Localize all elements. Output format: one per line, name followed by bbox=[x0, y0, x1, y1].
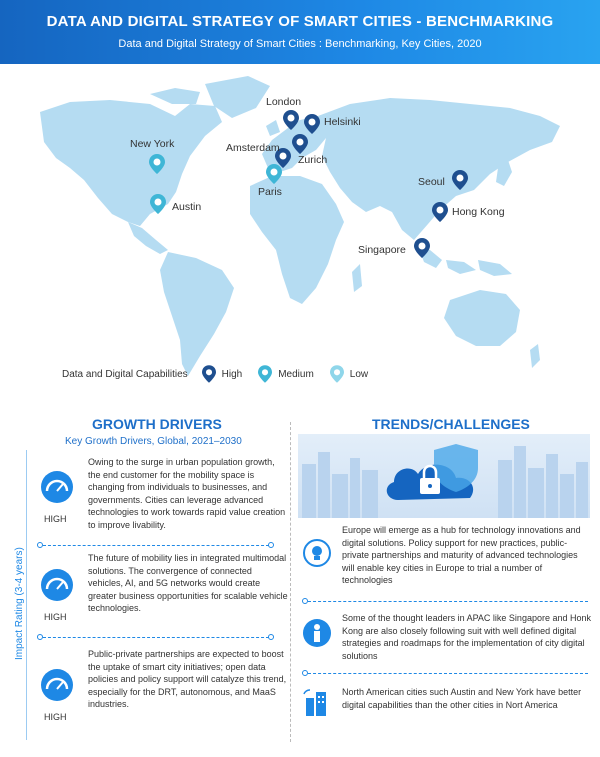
high-pin-icon bbox=[202, 365, 216, 383]
page-title: DATA AND DIGITAL STRATEGY OF SMART CITIES - BENCHMARKING bbox=[46, 13, 554, 30]
divider-dot bbox=[268, 542, 274, 548]
city-label-london: London bbox=[266, 96, 302, 108]
city-label-hong-kong: Hong Kong bbox=[452, 206, 505, 218]
austin-pin-icon bbox=[150, 194, 166, 214]
impact-rating-2: HIGH bbox=[44, 612, 67, 622]
city-skyline-illustration bbox=[298, 434, 590, 518]
zurich-pin-icon bbox=[292, 134, 308, 154]
helsinki-pin-icon bbox=[304, 114, 320, 134]
new-york-pin-icon bbox=[149, 154, 165, 174]
growth-drivers-title: GROWTH DRIVERS bbox=[92, 416, 222, 432]
city-label-new-york: New York bbox=[130, 138, 175, 150]
trend-3: North American cities such Austin and New York have better digital capabilities than the other cities in Nort America bbox=[342, 687, 582, 710]
growth-driver-3: Public-private partnerships are expected to boost the uptake of smart city initiatives; open data policies and policy support will catalyze this trend, especially for the DRT, autonomous, and MaaS industries. bbox=[88, 649, 287, 709]
city-label-paris: Paris bbox=[258, 186, 282, 198]
singapore-pin-icon bbox=[414, 238, 430, 258]
seoul-pin-icon bbox=[452, 170, 468, 190]
divider bbox=[308, 601, 588, 602]
city-label-helsinki: Helsinki bbox=[324, 116, 361, 128]
speedometer-icon bbox=[40, 668, 74, 702]
column-divider bbox=[290, 422, 291, 742]
growth-driver-1: Owing to the surge in urban population growth, the end customer for the mobility space is changing from individuals to businesses, and governments. Cities can leverage advanced technologies to work towards rapid value creation to improve livability. bbox=[88, 457, 286, 530]
speedometer-icon bbox=[40, 568, 74, 602]
impact-rating-3: HIGH bbox=[44, 712, 67, 722]
leader-icon bbox=[302, 618, 332, 648]
low-pin-icon bbox=[330, 365, 344, 383]
trend-1: Europe will emerge as a hub for technology innovations and digital solutions. Policy support for new practices, public-private partnerships and maturity of advanced technologies will enable key cities in Europe to trial a number of technologies bbox=[342, 525, 581, 585]
growth-drivers-subtitle: Key Growth Drivers, Global, 2021–2030 bbox=[65, 436, 242, 447]
city-label-zurich: Zurich bbox=[298, 154, 328, 166]
legend-low: Low bbox=[349, 368, 369, 380]
impact-rating-1: HIGH bbox=[44, 514, 67, 524]
impact-axis-label: Impact Rating (3-4 years) bbox=[14, 547, 25, 660]
city-label-amsterdam: Amsterdam bbox=[226, 142, 280, 154]
legend-high: High bbox=[221, 368, 243, 380]
paris-pin-icon bbox=[266, 164, 282, 184]
london-pin-icon bbox=[283, 110, 299, 130]
lightbulb-icon bbox=[302, 538, 332, 568]
cloud-security-banner bbox=[298, 434, 590, 518]
page-subtitle: Data and Digital Strategy of Smart Cities : Benchmarking, Key Cities, 2020 bbox=[118, 38, 482, 50]
legend-medium: Medium bbox=[278, 368, 314, 380]
header-banner bbox=[0, 0, 600, 64]
world-map-shapes bbox=[0, 64, 600, 404]
divider bbox=[43, 545, 269, 546]
city-label-austin: Austin bbox=[172, 201, 202, 213]
trends-title: TRENDS/CHALLENGES bbox=[372, 416, 530, 432]
impact-axis-line bbox=[26, 450, 27, 740]
divider-dot bbox=[268, 634, 274, 640]
legend-title: Data and Digital Capabilities bbox=[62, 368, 188, 380]
growth-driver-2: The future of mobility lies in integrated multimodal solutions. The convergence of connected vehicles, AI, and 5G networks would create greater business opportunities for scalable vehicle technologies. bbox=[88, 553, 288, 613]
city-label-singapore: Singapore bbox=[358, 244, 406, 256]
map-legend bbox=[62, 365, 374, 383]
hong-kong-pin-icon bbox=[432, 202, 448, 222]
city-label-seoul: Seoul bbox=[418, 176, 445, 188]
world-map bbox=[0, 64, 600, 404]
city-signal-icon bbox=[302, 688, 332, 718]
divider bbox=[308, 673, 588, 674]
trend-2: Some of the thought leaders in APAC like Singapore and Honk Kong are also closely following suit with well defined digital strategies and roadmaps for the implementation of city digital solutions bbox=[342, 613, 591, 661]
medium-pin-icon bbox=[258, 365, 272, 383]
divider bbox=[43, 637, 269, 638]
speedometer-icon bbox=[40, 470, 74, 504]
